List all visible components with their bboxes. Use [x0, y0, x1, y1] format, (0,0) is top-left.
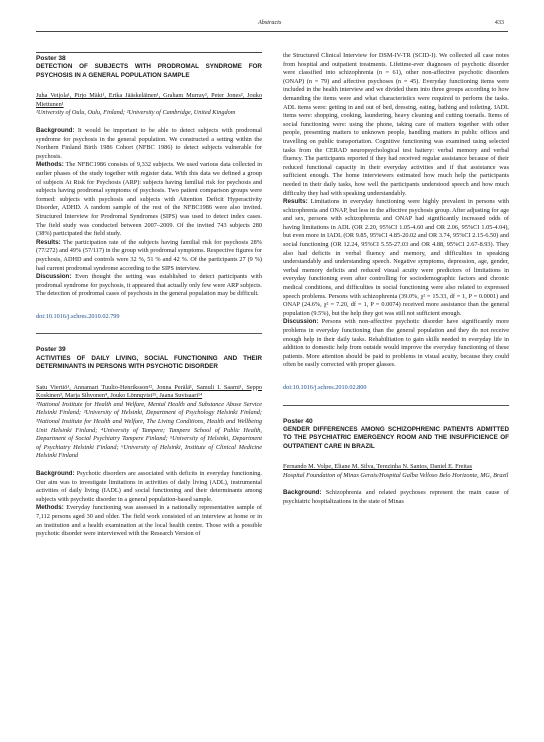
poster-38-affiliation: ¹University of Oulu, Oulu, Finland; ²University of Cambridge, United Kingdom — [36, 109, 236, 117]
poster-38-authors: Juha Veijola¹, Pirjo Mäki¹, Erika Jääskeläinen¹, Graham Murray², Peter Jones², Jouko Miettunen¹ — [36, 92, 262, 108]
poster-38-results: Results: The participation rate of the subjects having familial risk for psychosis 28% (77/272) and 49% (57/117) in the group with prodromal symptoms. Respective figures for psychosis, ADHD and controls were 32 %, 51 % and 42 %. Of the participants 27 (9 %) had current prodromal syndrome according to the SIPS interview. — [36, 238, 262, 272]
poster-40-background: Background: Schizophrenia and related psychoses represent the main cause of psychiatric hospitalizations in the state of Minas — [283, 489, 509, 505]
running-header — [0, 19, 544, 31]
poster-38-doi[interactable] — [36, 313, 262, 322]
poster-39-methods-continued: the Structured Clinical Interview for DSM-IV-TR (SCID-I). We collected all case notes from hospital and outpatient treatments. Lifetime-ever diagnoses of psychotic disorder were classified into schizophrenia (n = 61), other non-affective psychotic disorders (ONAP) (n = 79) and affective psychoses (n = 45). Everyday functioning items were included in the health interview and we divided them into three groups according to how demanding the items were and what characteristics were required to perform the tasks. ADL items were: getting in and out of bed, dressing, eating, bathing and toileting. IADL items were: shopping, cooking, laundering, heavy cleaning and cutting toenails. Items of social functioning were: using the phone, taking care of matters together with other people, presenting matters to unknown people, handling matters in public offices and travelling on public transportation. Cognitive functioning was examined using selected tasks from the CERAD neuropsychological test battery: verbal memory and verbal fluency. The participants reported if they had received regular assistance because of their reduced functional capacity in their everyday activities and if that assistance was sufficient enough. The home interviewers estimated how much help the participants needed in their daily tasks, how well the participants understood speech and how much difficulty they had with speaking understandably. — [283, 52, 509, 197]
poster-39-background: Background: Psychotic disorders are associated with deficits in everyday functioning. Our aim was to investigate limitations in activities of daily living (ADL), instrumental activities of daily living (IADL) and social functioning and their determinants among subjects with psychotic disorder in a general population-based sample. — [36, 470, 262, 503]
poster-39-doi[interactable] — [283, 384, 509, 393]
poster-40-authors: Fernando M. Volpe, Eliane M. Silva, Terezinha N. Santos, Daniel E. Freitas — [283, 463, 473, 471]
poster-40-title: GENDER DIFFERENCES AMONG SCHIZOPHRENIC PATIENTS ADMITTED TO THE PSYCHIATRIC EMERGENCY ROOM AND THE INSUFFICIENCE OF OUTPATIENT CARE IN BRAZIL — [283, 425, 509, 450]
poster-38-label: Poster 38 — [36, 55, 66, 62]
poster-38-discussion: Discussion: Even thought the setting was established to detect participants with prodromal syndrome for psychosis, it appeared that actually only few were ARP subjects. The detection of prodromal cases of psychosis in the general population may be difficult. — [36, 273, 263, 298]
poster-39-results: Results: Limitations in everyday functioning were highly prevalent in persons with schizophrenia and ONAP, but less in the affective psychosis group. After adjusting for age and sex, persons with schizophrenia and ONAP had significantly increased odds of having limitations in ADL (OR 2.20, 95%CI 1.05-4.60 and OR 2.06, 95%CI 1.05-4.04), but even more in IADL (OR 9.85, 95%CI 4.85-20.02 and OR 3.74, 95%CI 2.15-6.50) and social functioning (OR 12.24, 95%CI 5.55-27.03 and OR 4.88, 95%CI 2.67-8.93). They also had deficits in verbal fluency and memory, and difficulties in speaking understandably and understanding speech. Negative symptoms, depression, age, gender, verbal memory deficits and reduced visual acuity were predictors of limitations in everyday functioning even after controlling for sociodemographic factors and chronic medical conditions, and difficulties in social functioning were also related to expressed speech problems. Persons with schizophrenia (39.0%, χ² = 15.33, df = 1, P = 0.0001) and ONAP (24.6%, χ² = 7.20, df = 1, P = 0.0074) received more assistance than the general population (9.5%), but the help they got was still not sufficient enough. — [283, 198, 509, 317]
poster-39-methods: Methods: Everyday functioning was assessed in a nationally representative sample of 7,112 persons aged 30 and older. The field work consisted of an interview at home or in an institution and a health examination at the local health centre. Those with a possible psychotic disorder were interviewed with the Research Version of — [36, 504, 263, 538]
doi-link[interactable]: doi:10.1016/j.schres.2010.02.799 — [36, 312, 120, 320]
poster-40-label: Poster 40 — [283, 417, 313, 425]
poster-38-methods: Methods: The NFBC1986 consists of 9,332 subjects. We used various data collected in earlier phases of the study together with register data. With this data we defined a group of subjects At Risk for Psychosis (ARP): subjects having familial risk for psychosis and subjects having prodromal symptoms of psychosis. Two patient comparison groups were formed: subjects with psychosis and subjects with Attention Deficit Hyperactivity Disorder, ADHD. A random sample of the rest of the NFBC1986 were also invited. Structured Interview for Prodromal Syndromes (SIPS) was used to detect index cases. The field study was conducted between 2007–2009. Of the invited 743 subjects 280 (38%) participated the field study. — [36, 161, 262, 238]
section-divider — [283, 405, 509, 406]
right-column — [283, 52, 509, 507]
poster-38-background: Background: It would be important to be able to detect subjects with prodromal syndrome for psychosis in the general population. We constructed a setting within the Northern Finland Birth 1986 Cohort (NFBC 1986) to detect subjects vulnerable for psychosis. — [36, 127, 262, 160]
poster-38-title: DETECTION OF SUBJECTS WITH PRODROMAL SYNDROME FOR PSYCHOSIS IN A GENERAL POPULATION SAMPLE — [36, 63, 262, 79]
poster-39-label: Poster 39 — [36, 346, 66, 354]
header-rule — [36, 31, 508, 32]
poster-39-authors: Satu Viertiö¹, Annamari Tuulio-Henriksson¹², Jonna Perälä¹, Samuli I. Saarni¹, Seppo Koskinen³, Marja Sihvonen⁴, Jouko Lönnqvist¹⁵, Jaana Suvisaari¹⁴ — [36, 383, 262, 400]
journal-title: Abstracts — [258, 19, 282, 26]
section-divider — [36, 333, 262, 334]
poster-39-affiliation: ¹National Institute for Health and Welfare, Mental Health and Substance Abuse Service Helsinki Finland; ²University of Helsinki, Department of Psychology Helsinki Finland; ³National Institute for Health and Welfare, The Living Conditions, Health and Wellbeing Unit Helsinki Finland; ⁴University of Tampere; Tampere School of Public Health, Department of Social Psychiatry Tampere Finland; ⁵University of Helsinki, Department of Psychiatry Helsinki Finland; ⁶University of Helsinki, Institute of Clinical Medicine Helsinki Finland — [36, 400, 262, 460]
column-rule — [36, 52, 262, 53]
poster-39-title: ACTIVITIES OF DAILY LIVING, SOCIAL FUNCTIONING AND THEIR DETERMINANTS IN PERSONS WITH PSYCHOTIC DISORDER — [36, 354, 262, 371]
doi-link[interactable]: doi:10.1016/j.schres.2010.02.800 — [283, 383, 367, 391]
page-number: 433 — [494, 19, 504, 26]
poster-39-discussion: Discussion: Persons with non-affective psychotic disorder have significantly more problems in everyday functioning than the general population and they do not receive enough help in their daily tasks. Rehabilitation to gain skills needed in everyday life in addition to domestic help from outside would improve the everyday functioning of these patients. More attention should be paid to problems in visual acuity, because they could often be easily corrected with proper glasses. — [283, 318, 509, 369]
left-column — [36, 52, 262, 539]
poster-40-affiliation: Hospital Foundation of Minas Gerais/Hospital Galba Velloso Belo Horizonte, MG, Brazil — [283, 471, 509, 479]
